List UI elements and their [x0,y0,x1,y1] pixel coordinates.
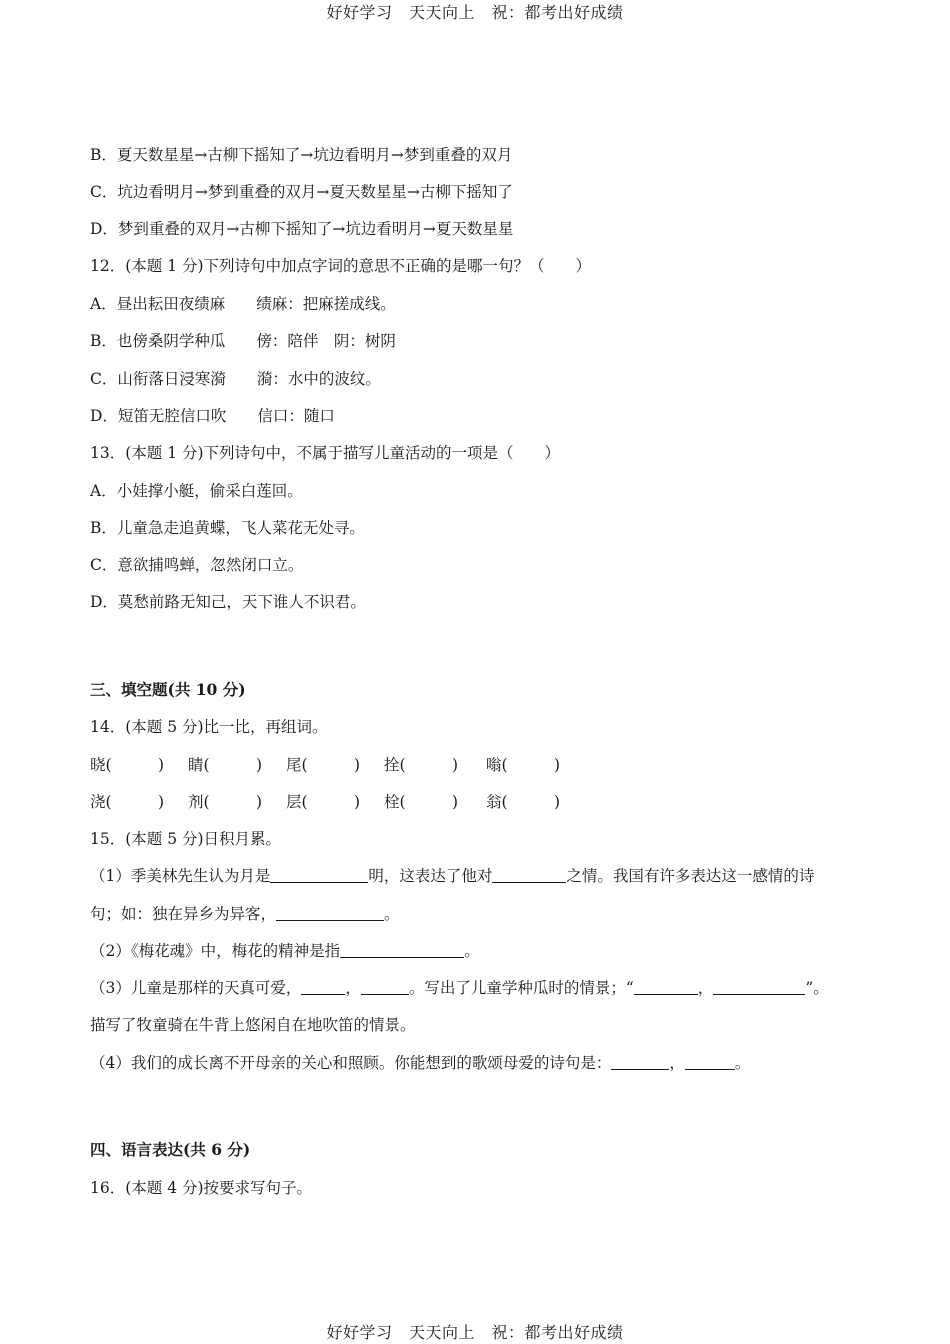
q15-text: ， [697,979,714,997]
q15-text: ， [669,1054,685,1072]
q12-stem: 12．(本题 1 分)下列诗句中加点字词的意思不正确的是哪一句？（ ） [90,257,592,275]
answer-blank[interactable] [340,941,464,958]
q16-stem: 16．(本题 4 分)按要求写句子。 [90,1179,313,1197]
q13-option-a: A．小娃撑小艇，偷采白莲回。 [90,482,303,500]
section-3-title: 三、填空题(共 10 分) [90,680,246,699]
answer-blank[interactable] [492,866,566,883]
q15-part-2 [90,941,480,961]
q15-text: 。 [464,942,480,960]
q14-item: 翁( ) [486,793,561,811]
answer-blank[interactable] [301,978,345,995]
q15-text: （1）季美林先生认为月是 [90,867,271,885]
section-4-title: 四、语言表达(共 6 分) [90,1140,251,1159]
q15-text: 。 [384,905,400,923]
answer-blank[interactable] [276,904,384,921]
q13-option-d: D．莫愁前路无知己，天下谁人不识君。 [90,593,366,611]
q15-text: 明，这表达了他对 [368,867,493,885]
q14-item: 晓( ) [90,756,165,774]
q15-text: ， [345,979,361,997]
q15-text: 之情。我国有许多表达这一感情的诗 [566,867,815,885]
q15-stem: 15．(本题 5 分)日积月累。 [90,830,282,848]
q14-item: 层( ) [286,793,361,811]
answer-blank[interactable] [634,978,698,995]
q12-option-d: D．短笛无腔信口吹 信口：随口 [90,407,335,425]
q15-text: （2）《梅花魂》中，梅花的精神是指 [90,942,341,960]
q13-stem: 13．(本题 1 分)下列诗句中，不属于描写儿童活动的一项是（ ） [90,444,561,462]
q15-part-3 [90,978,829,998]
page-header: 好好学习 天天向上 祝：都考出好成绩 [326,3,624,22]
q15-part-1 [90,866,814,886]
q14-item: 拴( ) [384,756,459,774]
q14-item: 浇( ) [90,793,165,811]
q11-option-b: B．夏天数星星→古柳下摇知了→坑边看明月→梦到重叠的双月 [90,146,513,164]
q12-option-a: A．昼出耘田夜绩麻 绩麻：把麻搓成线。 [90,295,396,313]
q14-stem: 14．(本题 5 分)比一比，再组词。 [90,718,328,736]
q14-item: 尾( ) [286,756,361,774]
q14-item: 剂( ) [188,793,263,811]
answer-blank[interactable] [685,1053,735,1070]
q11-option-c: C．坑边看明月→梦到重叠的双月→夏天数星星→古柳下摇知了 [90,183,513,201]
q15-text: 句；如：独在异乡为异客， [90,905,277,923]
q15-text: 。 [734,1054,751,1072]
page-footer: 好好学习 天天向上 祝：都考出好成绩 [326,1323,624,1342]
q15-part-3-cont: 描写了牧童骑在牛背上悠闲自在地吹笛的情景。 [90,1016,416,1034]
answer-blank[interactable] [713,978,805,995]
q14-item: 睛( ) [188,756,263,774]
q14-item: 嗡( ) [486,756,561,774]
q15-text: （4）我们的成长离不开母亲的关心和照顾。你能想到的歌颂母爱的诗句是： [90,1054,612,1072]
q15-text: （3）儿童是那样的天真可爱， [90,979,302,997]
q14-item: 栓( ) [384,793,459,811]
q12-option-c: C．山衔落日浸寒漪 漪：水中的波纹。 [90,370,381,388]
q12-option-b: B．也傍桑阴学种瓜 傍：陪伴 阴：树阴 [90,332,396,350]
q13-option-b: B．儿童急走追黄蝶，飞人菜花无处寻。 [90,519,365,537]
answer-blank[interactable] [270,866,368,883]
q15-part-1-cont [90,904,400,924]
answer-blank[interactable] [361,978,409,995]
q15-text: ”。 [805,979,829,997]
q15-part-4 [90,1053,750,1073]
q11-option-d: D．梦到重叠的双月→古柳下摇知了→坑边看明月→夏天数星星 [90,220,514,238]
answer-blank[interactable] [611,1053,669,1070]
q13-option-c: C．意欲捕鸣蝉，忽然闭口立。 [90,556,304,574]
q15-text: 。写出了儿童学种瓜时的情景；“ [408,979,634,997]
